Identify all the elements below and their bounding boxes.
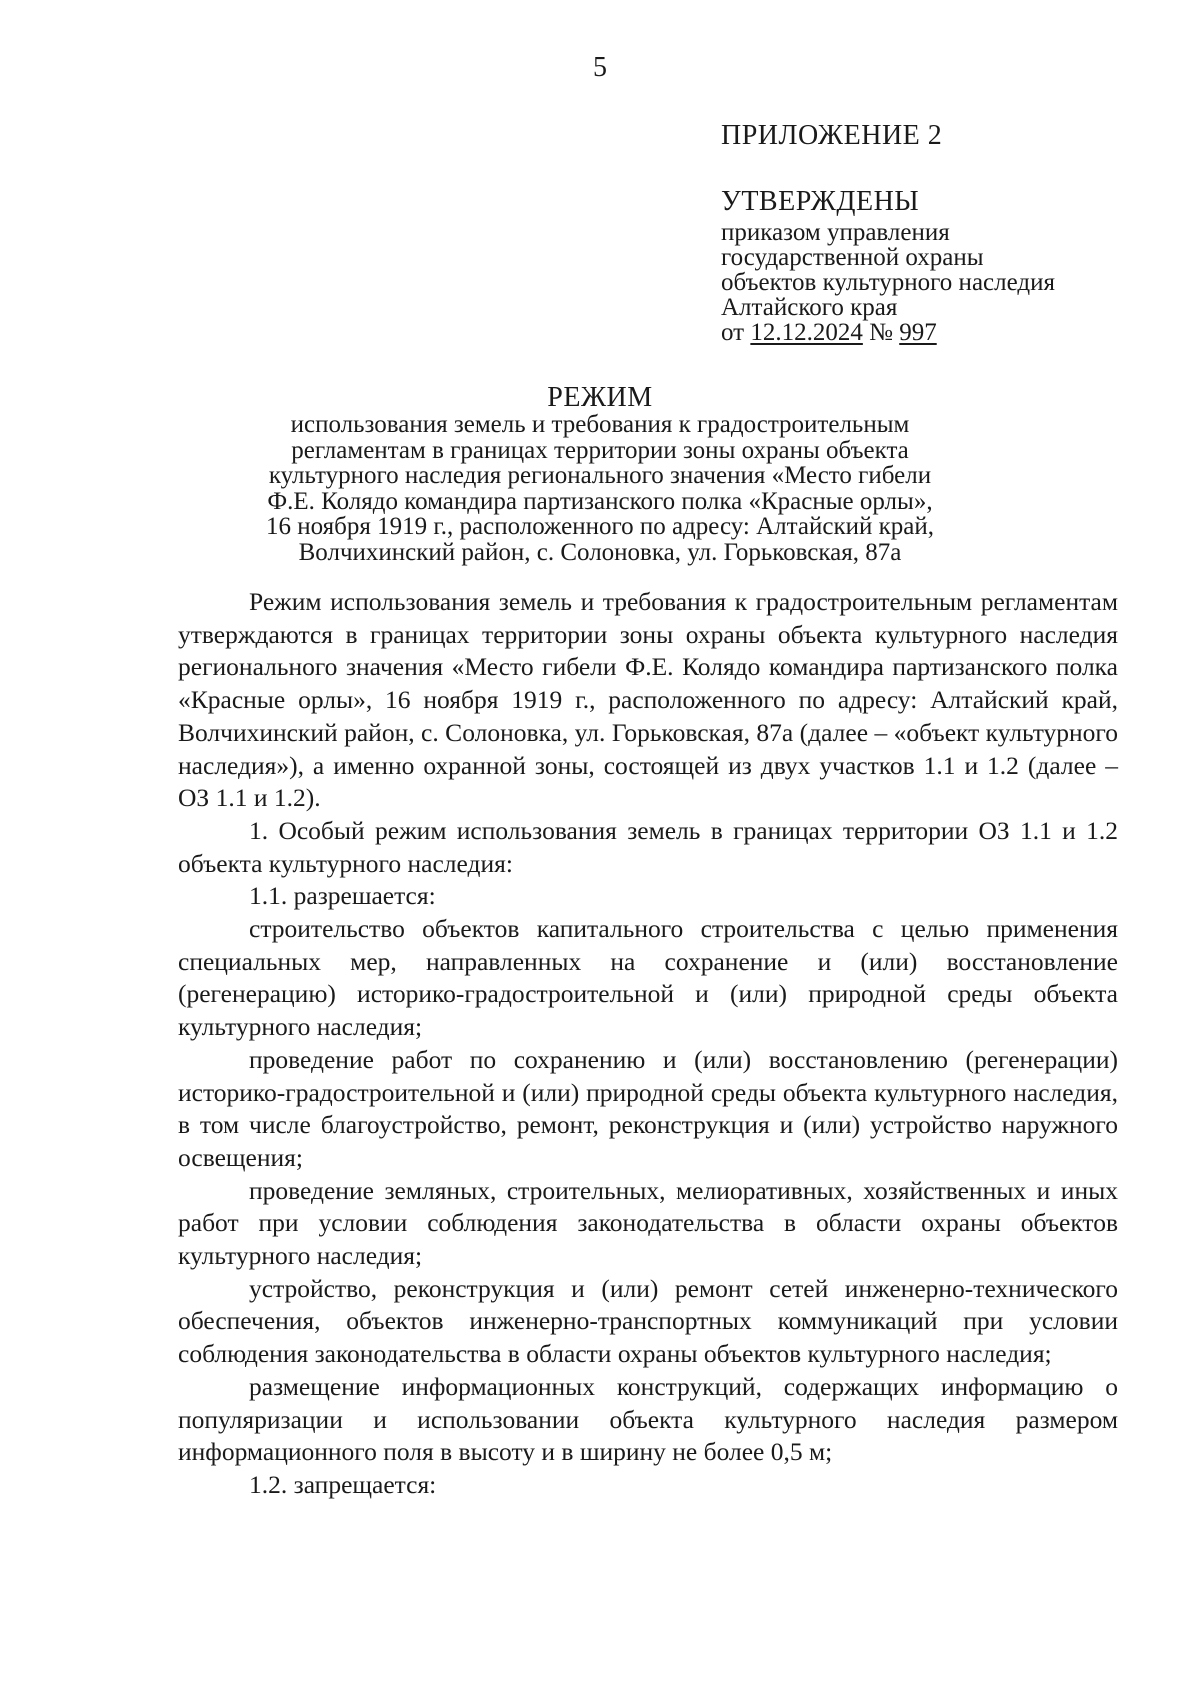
appendix-label: ПРИЛОЖЕНИЕ 2 (721, 120, 943, 151)
approval-line: объектов культурного наследия (721, 269, 1055, 296)
number-prefix: № (862, 319, 900, 346)
date-prefix: от (721, 319, 751, 346)
approval-date-line (721, 320, 1055, 345)
subtitle-line: Ф.Е. Колядо командира партизанского полка «Красные орлы», (267, 487, 933, 515)
approved-label: УТВЕРЖДЕНЫ (721, 186, 920, 217)
order-date: 12.12.2024 (750, 319, 863, 346)
intro-paragraph: Режим использования земель и требования к градостроительным регламентам утверждаются в границах территории зоны охраны объекта культурного наследия регионального значения «Место гибели Ф.Е. Колядо командира партизанского полка «Красные орлы», 16 ноября 1919 г., расположенного по адресу: Алтайский край, Волчихинский район, с. Солоновка, ул. Горьковская, 87а (далее – «объект культурного наследия»), а именно охранной зоны, состоящей из двух участков 1.1 и 1.2 (далее – ОЗ 1.1 и 1.2). (178, 587, 1118, 813)
permitted-item: размещение информационных конструкций, содержащих информацию о популяризации и использовании объекта культурного наследия размером информационного поля в высоту и в ширину не более 0,5 м; (178, 1371, 1118, 1467)
subtitle-line: использования земель и требования к градостроительным (290, 411, 910, 438)
section-1-1-heading: 1.1. разрешается: (249, 881, 436, 911)
permitted-item: устройство, реконструкция и (или) ремонт сетей инженерно-технического обеспечения, объектов инженерно-транспортных коммуникаций при условии соблюдения законодательства в области охраны объектов культурного наследия; (178, 1273, 1118, 1369)
permitted-item: проведение земляных, строительных, мелиоративных, хозяйственных и иных работ при условии соблюдения законодательства в области охраны объектов культурного наследия; (178, 1175, 1118, 1271)
document-body (178, 586, 1118, 1502)
subtitle-line: регламентам в границах территории зоны охраны объекта (291, 436, 909, 464)
permitted-item: строительство объектов капитального строительства с целью применения специальных мер, направленных на сохранение и (или) восстановление (регенерацию) историко-градостроительной и (или) природной среды объекта культурного наследия; (178, 914, 1118, 1042)
section-1-2-heading: 1.2. запрещается: (249, 1469, 437, 1499)
approval-line: государственной охраны (721, 244, 984, 271)
document-title: РЕЖИМ (547, 382, 653, 413)
subtitle-line: 16 ноября 1919 г., расположенного по адресу: Алтайский край, (266, 513, 934, 540)
page-number: 5 (593, 52, 607, 83)
approval-line: Алтайского края (721, 294, 898, 321)
document-subtitle (0, 412, 1200, 565)
permitted-item: проведение работ по сохранению и (или) восстановлению (регенерации) историко-градостроительной и (или) природной среды объекта культурного наследия, в том числе благоустройство, ремонт, реконструкция и (или) устройство наружного освещения; (178, 1044, 1118, 1172)
subtitle-line: Волчихинский район, с. Солоновка, ул. Горьковская, 87а (298, 538, 902, 566)
approval-block (721, 220, 1055, 345)
approval-line: приказом управления (721, 219, 950, 246)
subtitle-line: культурного наследия регионального значения «Место гибели (268, 462, 932, 489)
section-1-heading: 1. Особый режим использования земель в границах территории ОЗ 1.1 и 1.2 объекта культурного наследия: (178, 815, 1118, 878)
order-number: 997 (899, 319, 937, 346)
